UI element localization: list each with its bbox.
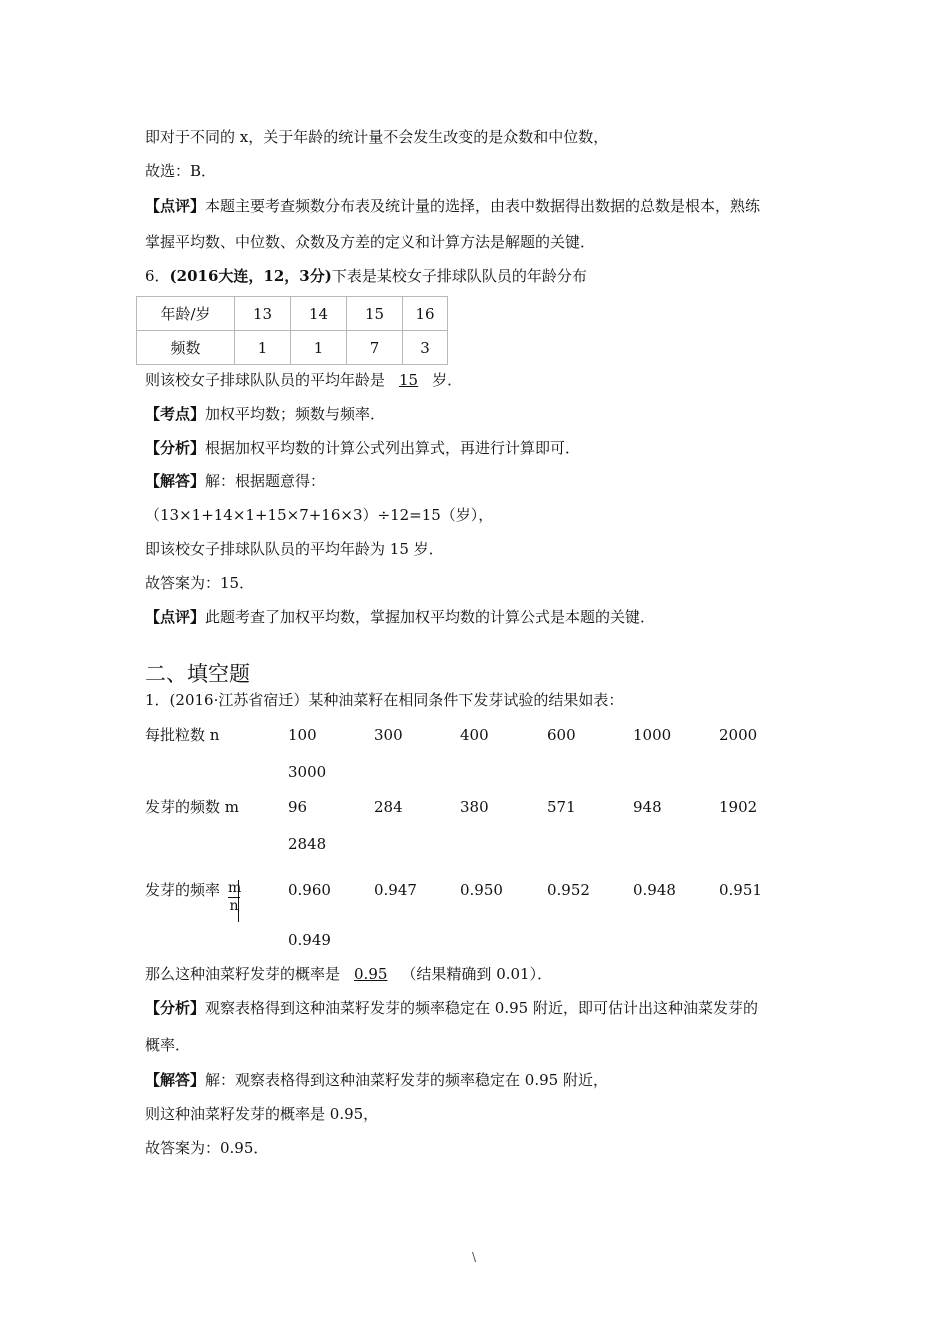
s2-final: 故答案为：0.95． [145, 1139, 269, 1157]
q6-analysis [145, 438, 580, 458]
q6-answer-blank: 15 [399, 371, 419, 389]
q6-number: 6． [145, 267, 170, 285]
q6-review [145, 607, 655, 627]
table-header-count: 频数 [137, 331, 235, 365]
f-value: 0.949 [288, 931, 331, 949]
s2-conclusion: 则这种油菜籽发芽的概率是 0.95， [145, 1105, 379, 1123]
table-header-age: 年龄/岁 [137, 297, 235, 331]
q6-stem [145, 266, 587, 286]
table-cell: 3 [403, 331, 448, 365]
table-cell: 1 [291, 331, 347, 365]
q6-conclusion: 即该校女子排球队队员的平均年龄为 15 岁． [145, 540, 444, 558]
table-row [137, 331, 448, 365]
footer-mark: \ [472, 1250, 477, 1264]
solution-tag: 【解答】 [145, 472, 206, 490]
review-text: 此题考查了加权平均数，掌握加权平均数的计算公式是本题的关键． [205, 608, 656, 626]
table-cell: 13 [235, 297, 291, 331]
s2-q1-question [145, 964, 552, 984]
q6-question [145, 370, 462, 390]
m-value: 284 [374, 798, 403, 816]
review-tag: 【点评】 [145, 197, 206, 215]
solution-tag: 【解答】 [145, 1071, 206, 1089]
solution-text: 解：根据题意得： [205, 472, 326, 490]
n-value: 300 [374, 726, 403, 744]
s2-solution [145, 1070, 608, 1090]
s2-question-prefix: 那么这种油菜籽发芽的概率是 [145, 965, 341, 983]
table-row [137, 297, 448, 331]
fraction-denominator: n [229, 898, 239, 914]
m-value: 380 [460, 798, 489, 816]
analysis-tag: 【分析】 [145, 439, 206, 457]
q6-solution [145, 471, 325, 491]
q6-calc: （13×1+14×1+15×7+16×3）÷12=15（岁）， [145, 506, 494, 524]
f-value: 0.952 [547, 881, 590, 899]
table-cell: 1 [235, 331, 291, 365]
q6-question-suffix: 岁． [432, 371, 463, 389]
kaodian-text: 加权平均数；频数与频率． [205, 405, 386, 423]
q6-kaodian [145, 404, 385, 424]
fraction-side-bar [238, 880, 239, 922]
fraction-numerator: m [228, 880, 242, 896]
n-value: 400 [460, 726, 489, 744]
q6-question-prefix: 则该校女子排球队队员的平均年龄是 [145, 371, 386, 389]
table-cell: 7 [347, 331, 403, 365]
s2-analysis-line-2: 概率． [145, 1036, 191, 1054]
n-value: 1000 [633, 726, 672, 744]
prev-review-line-2: 掌握平均数、中位数、众数及方差的定义和计算方法是解题的关键． [145, 233, 596, 251]
analysis-text: 根据加权平均数的计算公式列出算式，再进行计算即可． [205, 439, 581, 457]
table-cell: 14 [291, 297, 347, 331]
age-frequency-table [136, 296, 448, 365]
f-value: 0.960 [288, 881, 331, 899]
row-m-label: 发芽的频数 m [145, 798, 239, 816]
m-value: 948 [633, 798, 662, 816]
s2-question-suffix: （结果精确到 0.01）． [401, 965, 553, 983]
m-value: 2848 [288, 835, 327, 853]
n-value: 2000 [719, 726, 758, 744]
kaodian-tag: 【考点】 [145, 405, 206, 423]
review-text: 本题主要考查频数分布表及统计量的选择，由表中数据得出数据的总数是根本，熟练 [205, 197, 761, 215]
q6-stem-text: 下表是某校女子排球队队员的年龄分布 [331, 267, 587, 285]
m-value: 571 [547, 798, 576, 816]
f-value: 0.948 [633, 881, 676, 899]
f-value: 0.951 [719, 881, 762, 899]
fraction-m-over-n [228, 880, 240, 915]
prev-review-line-1 [145, 196, 760, 216]
m-value: 96 [288, 798, 308, 816]
q6-final: 故答案为：15． [145, 574, 255, 592]
prev-line-2: 故选：B． [145, 162, 217, 180]
n-value: 3000 [288, 763, 327, 781]
solution-text: 解：观察表格得到这种油菜籽发芽的频率稳定在 0.95 附近， [205, 1071, 608, 1089]
analysis-tag: 【分析】 [145, 999, 206, 1017]
table-cell: 16 [403, 297, 448, 331]
s2-analysis-line-1 [145, 998, 758, 1018]
n-value: 100 [288, 726, 317, 744]
row-n-label: 每批粒数 n [145, 726, 220, 744]
s2-q1-stem: 1．(2016·江苏省宿迁）某种油菜籽在相同条件下发芽试验的结果如表： [145, 691, 624, 709]
n-value: 600 [547, 726, 576, 744]
table-cell: 15 [347, 297, 403, 331]
section-heading: 二、填空题 [145, 662, 250, 686]
s2-answer-blank: 0.95 [354, 965, 388, 983]
f-value: 0.947 [374, 881, 417, 899]
review-tag: 【点评】 [145, 608, 206, 626]
prev-line-1: 即对于不同的 x，关于年龄的统计量不会发生改变的是众数和中位数， [145, 128, 609, 146]
row-f-label: 发芽的频率 [145, 881, 221, 899]
f-value: 0.950 [460, 881, 503, 899]
q6-source: (2016大连，12，3分) [169, 267, 332, 285]
analysis-text: 观察表格得到这种油菜籽发芽的频率稳定在 0.95 附近，即可估计出这种油菜发芽的 [205, 999, 758, 1017]
m-value: 1902 [719, 798, 758, 816]
